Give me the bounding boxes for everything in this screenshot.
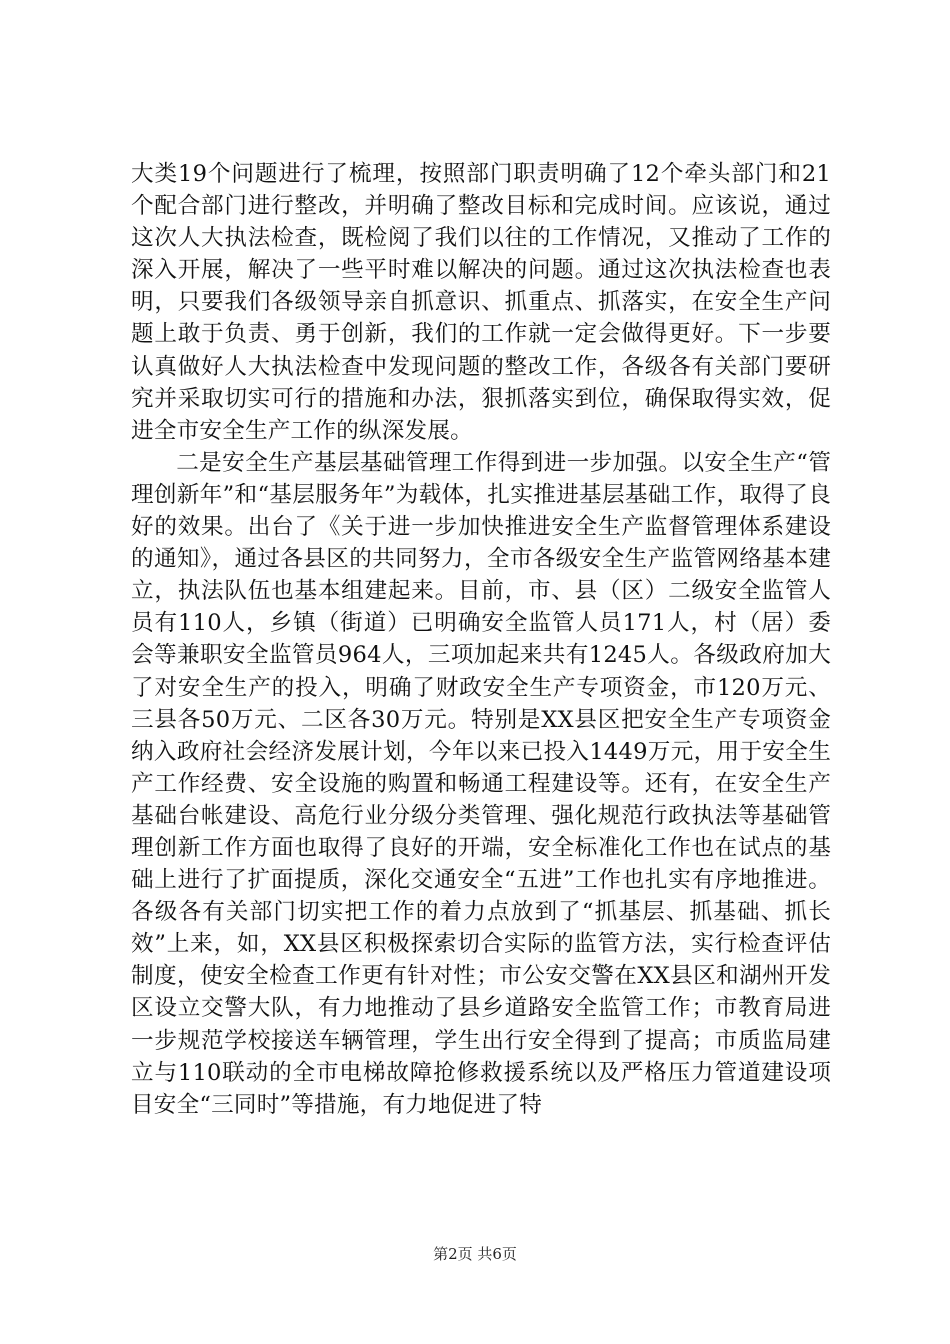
paragraph-continuation: 大类19个问题进行了梳理，按照部门职责明确了12个牵头部门和21个配合部门进行整改，并明确了整改目标和完成时间。应该说，通过这次人大执法检查，既检阅了我们以往的工作情况，又推动了工作的深入开展，解决了一些平时难以解决的问题。通过这次执法检查也表明，只要我们各级领导亲自抓意识、抓重点、抓落实，在安全生产问题上敢于负责、勇于创新，我们的工作就一定会做得更好。下一步要认真做好人大执法检查中发现问题的整改工作，各级各有关部门要研究并采取切实可行的措施和办法，狠抓落实到位，确保取得实效，促进全市安全生产工作的纵深发展。: [131, 161, 831, 444]
page-footer: [0, 1244, 950, 1264]
document-body: [131, 158, 831, 1121]
page-number-label: 第2页 共6页: [433, 1245, 517, 1263]
paragraph-grassroots-management: 二是安全生产基层基础管理工作得到进一步加强。以安全生产“管理创新年”和“基层服务年”为载体，扎实推进基层基础工作，取得了良好的效果。出台了《关于进一步加快推进安全生产监督管理体系建设的通知》，通过各县区的共同努力，全市各级安全生产监管网络基本建立，执法队伍也基本组建起来。目前，市、县（区）二级安全监管人员有110人，乡镇（街道）已明确安全监管人员171人，村（居）委会等兼职安全监管员964人，三项加起来共有1245人。各级政府加大了对安全生产的投入，明确了财政安全生产专项资金，市120万元、三县各50万元、二区各30万元。特别是XX县区把安全生产专项资金纳入政府社会经济发展计划，今年以来已投入1449万元，用于安全生产工作经费、安全设施的购置和畅通工程建设等。还有，在安全生产基础台帐建设、高危行业分级分类管理、强化规范行政执法等基础管理创新工作方面也取得了良好的开端，安全标准化工作也在试点的基础上进行了扩面提质，深化交通安全“五进”工作也扎实有序地推进。各级各有关部门切实把工作的着力点放到了“抓基层、抓基础、抓长效”上来，如，XX县区积极探索切合实际的监管方法，实行检查评估制度，使安全检查工作更有针对性；市公安交警在XX县区和湖州开发区设立交警大队，有力地推动了县乡道路安全监管工作；市教育局进一步规范学校接送车辆管理，学生出行安全得到了提高；市质监局建立与110联动的全市电梯故障抢修救援系统以及严格压力管道建设项目安全“三同时”等措施，有力地促进了特: [131, 449, 831, 1118]
